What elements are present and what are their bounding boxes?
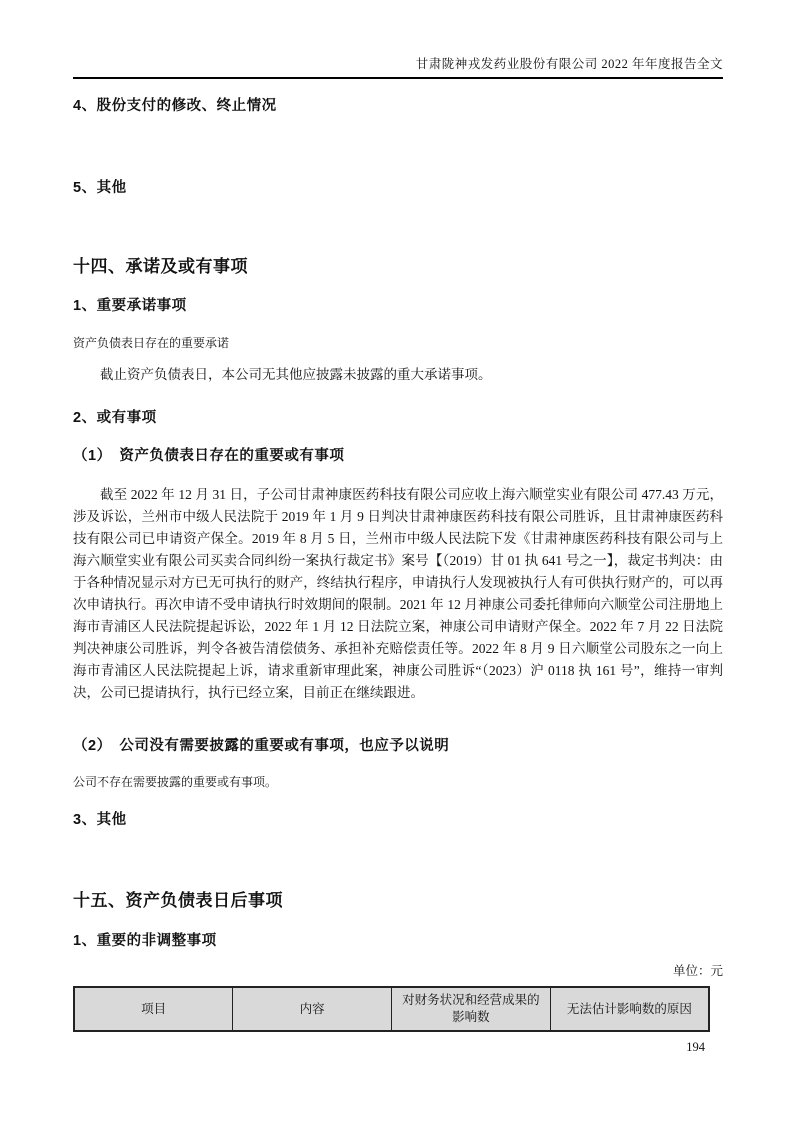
heading-contingencies-item-2: （2） 公司没有需要披露的重要或有事项，也应予以说明 [73, 738, 450, 754]
heading-chapter-15: 十五、资产负债表日后事项 [73, 891, 283, 910]
heading-important-commitments: 1、重要承诺事项 [73, 298, 187, 314]
heading-chapter-14: 十四、承诺及或有事项 [73, 257, 248, 276]
heading-share-payment-termination: 4、股份支付的修改、终止情况 [73, 98, 277, 114]
non-adjusting-events-table-wrap [73, 986, 710, 1032]
heading-contingencies-item-1: （1） 资产负债表日存在的重要或有事项 [73, 448, 345, 464]
col-header-financial-impact: 对财务状况和经营成果的影响数 [392, 987, 551, 1031]
col-header-reason-unestimable: 无法估计影响数的原因 [550, 987, 709, 1031]
para-commitments-statement: 截止资产负债表日，本公司无其他应披露未披露的重大承诺事项。 [100, 367, 492, 382]
para-no-contingencies: 公司不存在需要披露的重要或有事项。 [73, 775, 278, 789]
heading-contingencies: 2、或有事项 [73, 410, 157, 426]
heading-non-adjusting-events: 1、重要的非调整事项 [73, 933, 217, 949]
col-header-item: 项目 [74, 987, 233, 1031]
page-header-title: 甘肃陇神戎发药业股份有限公司 2022 年年度报告全文 [73, 54, 723, 79]
table-header-row [74, 987, 709, 1031]
heading-other-5: 5、其他 [73, 180, 127, 196]
non-adjusting-events-table [73, 986, 710, 1032]
page-number: 194 [686, 1040, 705, 1054]
para-litigation-details: 截至 2022 年 12 月 31 日，子公司甘肃神康医药科技有限公司应收上海六顺堂实业有限公司 477.43 万元，涉及诉讼，兰州市中级人民法院于 2019 年 1 月 9 日判决甘肃神康医药科技有限公司胜诉，且甘肃神康医药科技有限公司已申请资产保全。2019 年 8 月 5 日，兰州市中级人民法院下发《甘肃神康医药科技有限公司与上海六顺堂实业有限公司买卖合同纠纷一案执行裁定书》案号【（2019）甘 01 执 641 号之一】，裁定书判决：由于各种情况显示对方已无可执行的财产，终结执行程序，申请执行人发现被执行人有可供执行财产的，可以再次申请执行。再次申请不受申请执行时效期间的限制。2021 年 12 月神康公司委托律师向六顺堂公司注册地上海市青浦区人民法院提起诉讼，2022 年 1 月 12 日法院立案，神康公司申请财产保全。2022 年 7 月 22 日法院判决神康公司胜诉，判令各被告清偿债务、承担补充赔偿责任等。2022 年 8 月 9 日六顺堂公司股东之一向上海市青浦区人民法院提起上诉，请求重新审理此案，神康公司胜诉“（2023）沪 0118 执 161 号”，维持一审判决，公司已提请执行，执行已经立案，目前正在继续跟进。 [73, 487, 723, 700]
heading-other-3: 3、其他 [73, 812, 127, 828]
note-balance-sheet-commitments: 资产负债表日存在的重要承诺 [73, 336, 230, 350]
unit-label: 单位：元 [672, 964, 723, 978]
col-header-content: 内容 [233, 987, 392, 1031]
